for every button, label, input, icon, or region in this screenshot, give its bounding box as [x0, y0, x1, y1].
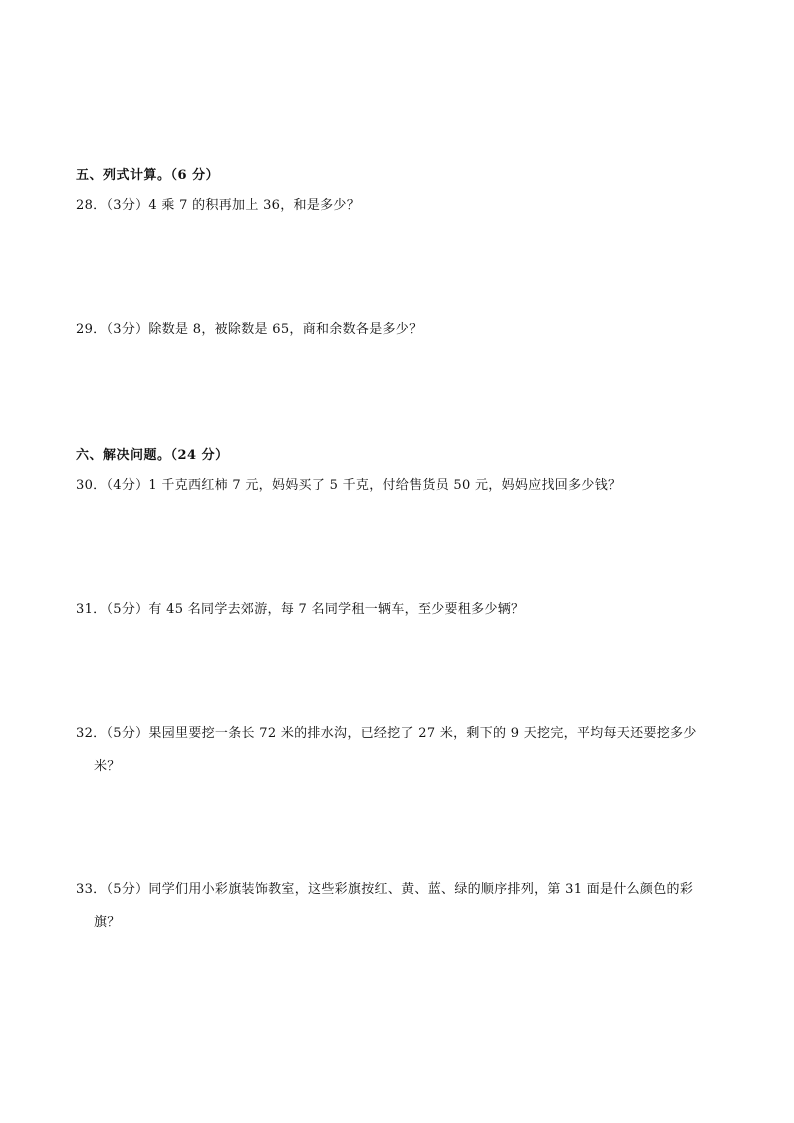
question-32	[76, 717, 724, 783]
question-29-text: 29．（3分）除数是 8，被除数是 65，商和余数各是多少？	[76, 322, 423, 337]
question-31	[76, 593, 724, 626]
question-29	[76, 313, 724, 346]
question-33	[76, 873, 724, 939]
question-30	[76, 469, 724, 502]
question-33-continuation: 旗？	[94, 915, 121, 930]
question-28	[76, 189, 724, 222]
question-31-text: 31．（5分）有 45 名同学去郊游，每 7 名同学租一辆车，至少要租多少辆？	[76, 602, 525, 617]
section-five-heading: 五、列式计算。（6 分）	[76, 168, 220, 183]
question-32-continuation: 米？	[94, 759, 121, 774]
question-32-text: 32．（5分）果园里要挖一条长 72 米的排水沟，已经挖了 27 米，剩下的 9 天挖完，平均每天还要挖多少	[76, 726, 697, 741]
question-30-text: 30．（4分）1 千克西红柿 7 元，妈妈买了 5 千克，付给售货员 50 元，妈妈应找回多少钱？	[76, 478, 622, 493]
section-six-heading: 六、解决问题。（24 分）	[76, 448, 229, 463]
question-33-text: 33．（5分）同学们用小彩旗装饰教室，这些彩旗按红、黄、蓝、绿的顺序排列，第 31 面是什么颜色的彩	[76, 882, 694, 897]
question-28-text: 28．（3分）4 乘 7 的积再加上 36，和是多少？	[76, 198, 361, 213]
